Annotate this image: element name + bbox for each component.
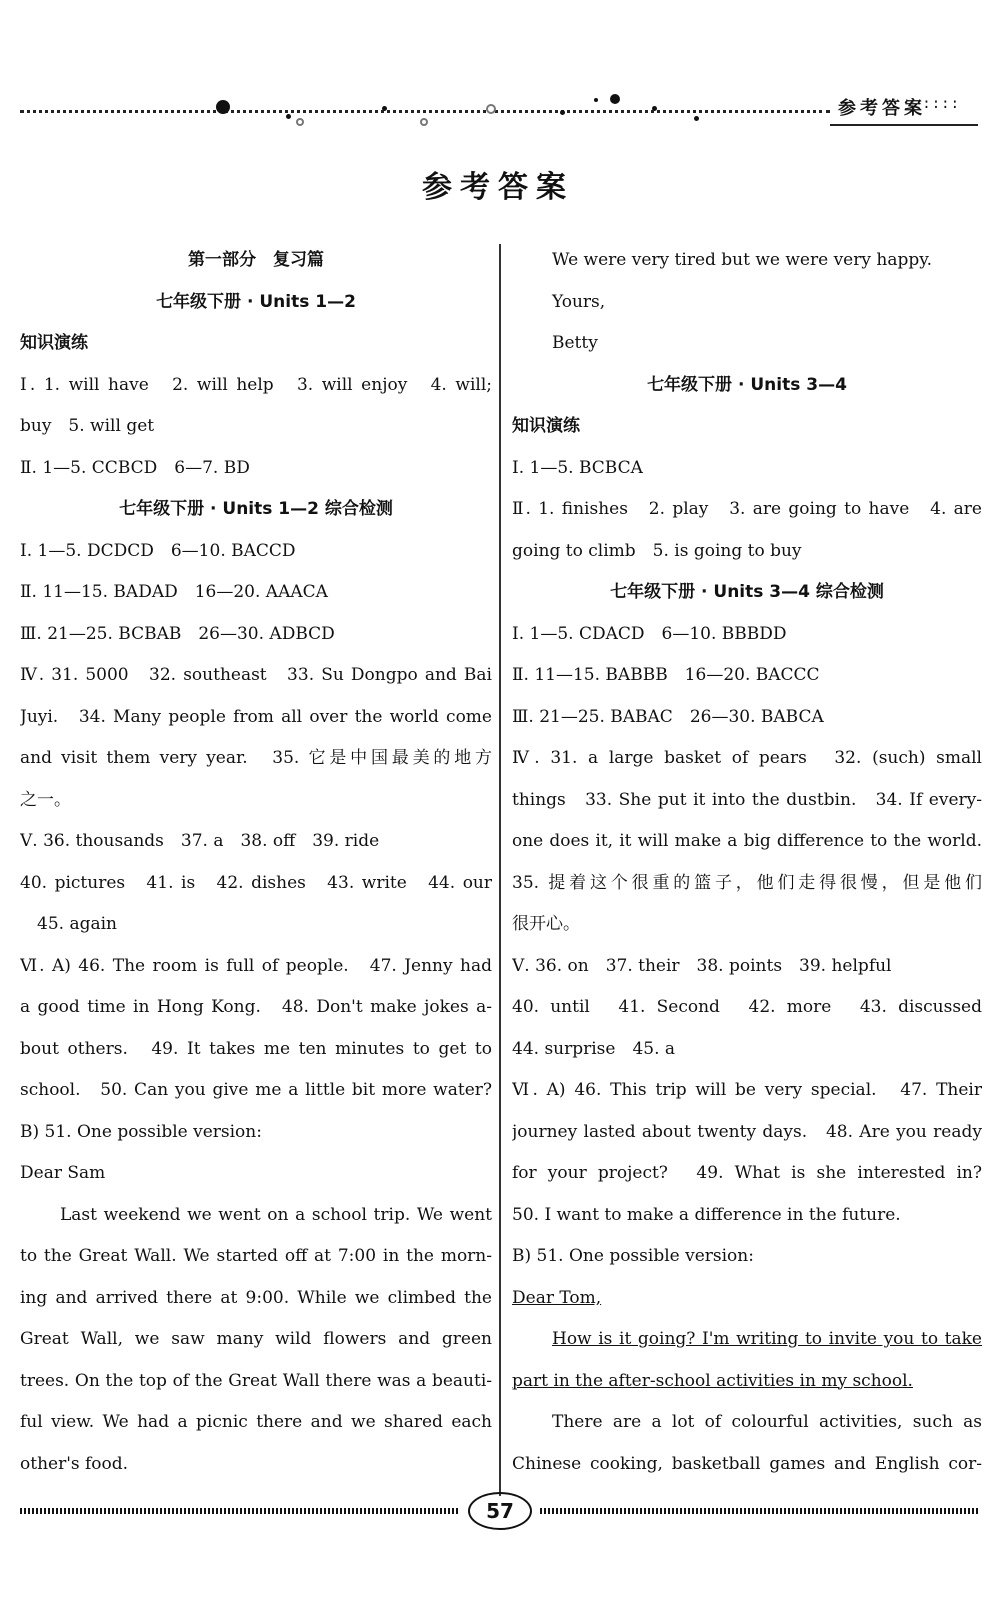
answer-text: Great Wall, we saw many wild flowers and green [20, 1329, 492, 1349]
answer-line [20, 697, 492, 739]
answer-line [512, 572, 982, 614]
answer-text: Ⅰ. 1—5. BCBCA [512, 457, 643, 478]
answer-text: Ⅱ. 1—5. CCBCD 6—7. BD [20, 457, 250, 478]
answer-text: 知识演练 [20, 333, 88, 353]
answer-line [20, 1444, 492, 1486]
answer-line [20, 1029, 492, 1071]
left-column [20, 240, 492, 1485]
answer-line [512, 1195, 982, 1237]
answer-text: 七年级下册 · Units 1—2 综合检测 [119, 499, 393, 519]
answer-text: Yours, [552, 291, 606, 312]
bead-decoration [382, 106, 387, 111]
answer-line [512, 282, 982, 324]
bead-decoration [594, 98, 598, 102]
header-label: 参考答案 [838, 98, 926, 119]
bead-decoration [694, 116, 699, 121]
answer-line [512, 1319, 982, 1361]
answer-line [512, 780, 982, 822]
answer-text: and visit them very year. 35. 它是中国最美的地方 [20, 748, 492, 768]
answer-line [512, 738, 982, 780]
answer-line [20, 614, 492, 656]
answer-text: one does it, it will make a big difference to the world. [512, 831, 982, 851]
answer-text: 七年级下册 · Units 3—4 综合检测 [610, 582, 884, 602]
answer-text: going to climb 5. is going to buy [512, 540, 802, 561]
answer-text: B) 51. One possible version: [512, 1246, 754, 1266]
answer-line [512, 489, 982, 531]
page-title: 参考答案 [422, 170, 574, 205]
header-marks: :::: [922, 96, 960, 112]
answer-line [512, 531, 982, 573]
header-rule [830, 124, 978, 126]
answer-text: trees. On the top of the Great Wall there was a beauti- [20, 1370, 492, 1391]
page-number: 57 [468, 1492, 532, 1530]
answer-line [512, 904, 982, 946]
answer-text: for your project? 49. What is she interested in? [512, 1163, 982, 1183]
answer-text: Dear Sam [20, 1163, 106, 1183]
answer-line [512, 1278, 982, 1320]
answer-text: 七年级下册 · Units 3—4 [647, 374, 847, 395]
answer-line [512, 1236, 982, 1278]
answer-line [512, 655, 982, 697]
answer-line [20, 448, 492, 490]
answer-text: Ⅱ. 1. finishes 2. play 3. are going to have 4. are [512, 499, 982, 519]
answer-text: bout others. 49. It takes me ten minutes to get to [20, 1038, 492, 1059]
answer-text: Ⅰ. 1. will have 2. will help 3. will enjoy 4. will; [20, 374, 492, 395]
answer-line [512, 946, 982, 988]
answer-line [20, 531, 492, 573]
answer-text: 50. I want to make a difference in the future. [512, 1204, 901, 1225]
answer-text: school. 50. Can you give me a little bit more water? [20, 1080, 492, 1100]
answer-line [20, 904, 492, 946]
answer-line [20, 1236, 492, 1278]
answer-line [512, 697, 982, 739]
answer-text: How is it going? I'm writing to invite you to take [552, 1329, 982, 1349]
bead-decoration [560, 110, 565, 115]
answer-line [20, 1361, 492, 1403]
answer-line [20, 655, 492, 697]
answer-text: Ⅱ. 11—15. BABBB 16—20. BACCC [512, 665, 820, 685]
answer-text: Dear Tom, [512, 1287, 602, 1308]
answer-line [20, 240, 492, 282]
answer-line [20, 572, 492, 614]
answer-text: Last weekend we went on a school trip. We went [60, 1204, 492, 1225]
footer-stripe [540, 1508, 978, 1514]
answer-text: other's food. [20, 1453, 129, 1474]
answer-line [512, 1029, 982, 1071]
answer-text: 知识演练 [512, 416, 580, 436]
answer-text: 45. again [20, 914, 117, 934]
answer-text: Ⅳ. 31. 5000 32. southeast 33. Su Dongpo and Bai [20, 665, 492, 685]
answer-text: 40. until 41. Second 42. more 43. discussed [512, 997, 982, 1017]
answer-text: Ⅲ. 21—25. BABAC 26—30. BABCA [512, 706, 824, 727]
answer-text: Ⅱ. 11—15. BADAD 16—20. AAACA [20, 582, 328, 602]
answer-text: Ⅳ. 31. a large basket of pears 32. (such) small [512, 748, 982, 768]
answer-text: to the Great Wall. We started off at 7:00 in the morn- [20, 1246, 492, 1266]
answer-line [20, 365, 492, 407]
footer [20, 1492, 978, 1532]
answer-line [20, 1153, 492, 1195]
answer-line [20, 1070, 492, 1112]
answer-text: 之一。 [20, 789, 71, 810]
answer-line [512, 323, 982, 365]
bead-decoration [216, 100, 230, 114]
answer-text: journey lasted about twenty days. 48. Are you ready [512, 1121, 982, 1142]
answer-line [512, 240, 982, 282]
answer-line [20, 1402, 492, 1444]
answer-line [512, 1112, 982, 1154]
answer-text: B) 51. One possible version: [20, 1121, 262, 1142]
answer-line [20, 863, 492, 905]
right-column [512, 240, 982, 1485]
answer-line [20, 489, 492, 531]
answer-line [20, 780, 492, 822]
answer-text: Ⅵ. A) 46. The room is full of people. 47. Jenny had [20, 955, 492, 976]
bead-decoration [296, 118, 304, 126]
bead-decoration [610, 94, 620, 104]
answer-text: 七年级下册 · Units 1—2 [156, 291, 356, 312]
column-divider [499, 244, 501, 1496]
answer-line [512, 987, 982, 1029]
answer-line [20, 1195, 492, 1237]
answer-text: 第一部分 复习篇 [188, 250, 324, 270]
dotted-rule [20, 110, 830, 113]
answer-line [512, 1361, 982, 1403]
answer-text: 35. 提着这个很重的篮子，他们走得很慢，但是他们 [512, 872, 982, 893]
answer-text: Ⅰ. 1—5. CDACD 6—10. BBBDD [512, 623, 787, 644]
answer-text: Chinese cooking, basketball games and English cor- [512, 1453, 982, 1474]
footer-stripe [20, 1508, 460, 1514]
answer-line [20, 406, 492, 448]
answer-line [20, 323, 492, 365]
answer-line [20, 282, 492, 324]
header-decoration [20, 84, 978, 134]
answer-text: 44. surprise 45. a [512, 1038, 676, 1059]
answer-line [512, 1402, 982, 1444]
answer-line [20, 821, 492, 863]
answer-text: ing and arrived there at 9:00. While we climbed the [20, 1287, 492, 1308]
bead-decoration [486, 104, 496, 114]
answer-line [512, 614, 982, 656]
answer-text: Betty [552, 333, 598, 353]
answer-text: Ⅵ. A) 46. This trip will be very special. 47. Their [512, 1080, 982, 1100]
answer-text: Ⅴ. 36. on 37. their 38. points 39. helpful [512, 955, 892, 976]
bead-decoration [420, 118, 428, 126]
answer-line [20, 1278, 492, 1320]
answer-text: There are a lot of colourful activities, such as [552, 1412, 982, 1432]
answer-line [20, 738, 492, 780]
answer-text: Juyi. 34. Many people from all over the world come [20, 706, 492, 727]
answer-line [512, 863, 982, 905]
answer-line [512, 1444, 982, 1486]
answer-line [512, 365, 982, 407]
answer-text: ful view. We had a picnic there and we shared each [20, 1412, 492, 1432]
answer-line [512, 448, 982, 490]
answer-line [20, 1319, 492, 1361]
answer-text: things 33. She put it into the dustbin. 34. If every- [512, 789, 982, 810]
answer-text: part in the after-school activities in my school. [512, 1370, 913, 1391]
answer-line [512, 821, 982, 863]
answer-line [512, 1070, 982, 1112]
answer-text: We were very tired but we were very happy. [552, 250, 932, 270]
answer-text: buy 5. will get [20, 416, 155, 436]
bead-decoration [652, 106, 657, 111]
answer-line [512, 406, 982, 448]
answer-line [512, 1153, 982, 1195]
answer-text: 40. pictures 41. is 42. dishes 43. write 44. our [20, 872, 492, 893]
answer-text: 很开心。 [512, 914, 580, 934]
answer-text: a good time in Hong Kong. 48. Don't make jokes a- [20, 997, 492, 1017]
bead-decoration [286, 114, 291, 119]
answer-line [20, 1112, 492, 1154]
answer-line [20, 946, 492, 988]
answer-text: Ⅴ. 36. thousands 37. a 38. off 39. ride [20, 831, 380, 851]
answer-line [20, 987, 492, 1029]
answer-text: Ⅰ. 1—5. DCDCD 6—10. BACCD [20, 540, 296, 561]
answer-text: Ⅲ. 21—25. BCBAB 26—30. ADBCD [20, 623, 335, 644]
